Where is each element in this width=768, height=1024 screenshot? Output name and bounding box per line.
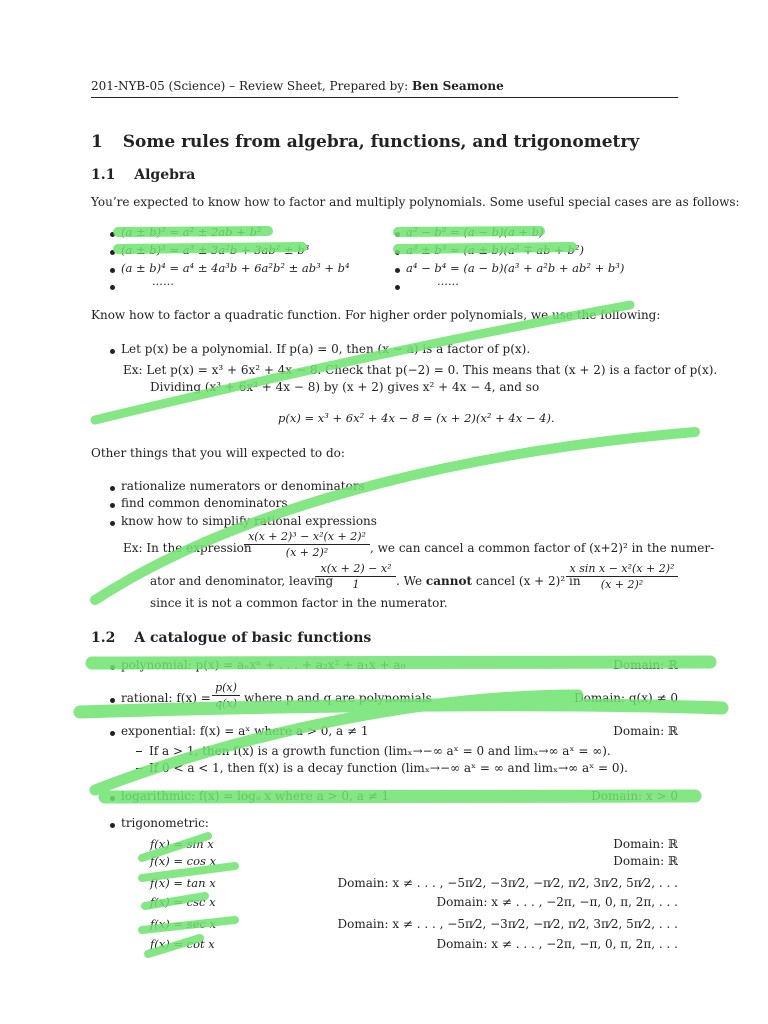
bullet — [395, 285, 400, 290]
trig-sin-domain: Domain: ℝ — [613, 837, 678, 851]
example-2-cannot: cannot — [425, 574, 472, 588]
example-2-end: since it is not a common factor in the numerator. — [150, 596, 448, 610]
fraction-numerator: x sin x − x²(x + 2)² — [569, 562, 675, 575]
subsection-1-2-title: A catalogue of basic functions — [134, 630, 372, 646]
exponential-definition: exponential: f(x) = aˣ where a > 0, a ≠ 1 — [121, 724, 369, 738]
fraction-denominator: 1 — [352, 578, 360, 591]
fraction-bar — [566, 576, 678, 577]
example-1-display: p(x) = x³ + 6x² + 4x − 8 = (x + 2)(x² + 4x − 4). — [278, 411, 555, 425]
example-1-line-2: Dividing (x³ + 6x² + 4x − 8) by (x + 2) gives x² + 4x − 4, and so — [150, 380, 540, 394]
identity-diff-fourth: a⁴ − b⁴ = (a − b)(a³ + a²b + ab² + b³) — [406, 261, 625, 275]
fraction-bar — [316, 576, 396, 577]
bullet — [110, 250, 115, 255]
fraction-numerator: x(x + 2) − x² — [320, 562, 392, 575]
fraction-numerator: p(x) — [215, 681, 237, 694]
bullet — [110, 349, 115, 354]
trig-sin: f(x) = sin x — [150, 837, 214, 851]
example-2-fraction-3 — [566, 562, 678, 591]
fraction-numerator: x(x + 2)³ − x²(x + 2)² — [248, 530, 366, 543]
logarithmic-definition: logarithmic: f(x) = logₐ x where a > 0, a ≠ 1 — [121, 789, 390, 803]
example-2-cancel-in: cancel (x + 2)² in — [475, 574, 581, 588]
bullet — [110, 796, 115, 801]
factor-intro: Know how to factor a quadratic function. For higher order polynomials, we use the following: — [91, 308, 661, 322]
identity-square: (a ± b)² = a² ± 2ab + b² — [121, 225, 262, 239]
identity-sum-cubes: a³ ± b³ = (a ± b)(a² ∓ ab + b²) — [406, 243, 584, 257]
trig-cot: f(x) = cot x — [150, 937, 215, 951]
example-2-we: . We — [396, 574, 423, 588]
fraction-denominator: (x + 2)² — [285, 546, 329, 559]
identity-cube: (a ± b)³ = a³ ± 3a²b + 3ab² ± b³ — [121, 243, 310, 257]
trig-cos-domain: Domain: ℝ — [613, 854, 678, 868]
example-2-cannot-line — [396, 574, 581, 588]
header-rule — [91, 97, 678, 98]
bullet — [110, 521, 115, 526]
subsection-1-2-number: 1.2 — [91, 630, 116, 646]
trig-cot-domain: Domain: x ≠ . . . , −2π, −π, 0, π, 2π, . . . — [436, 937, 678, 951]
example-2-fraction-2 — [316, 562, 396, 591]
example-1-line-1: Ex: Let p(x) = x³ + 6x² + 4x − 8. Check that p(−2) = 0. This means that (x + 2) is a factor of p(x). — [123, 363, 718, 377]
other-item-denominators: find common denominators — [121, 496, 288, 510]
bullet — [395, 250, 400, 255]
identity-ellipsis-left: ······ — [152, 277, 174, 291]
trig-tan: f(x) = tan x — [150, 876, 216, 890]
rational-domain: Domain: q(x) ≠ 0 — [574, 691, 678, 705]
identity-diff-squares: a² − b² = (a − b)(a + b) — [406, 225, 544, 239]
header-author: Ben Seamone — [411, 79, 504, 93]
bullet — [110, 268, 115, 273]
fraction-bar — [212, 695, 240, 696]
trigonometric-label: trigonometric: — [121, 816, 209, 830]
section-1-heading — [91, 132, 639, 152]
trig-cos: f(x) = cos x — [150, 854, 217, 868]
other-intro: Other things that you will expected to do: — [91, 446, 345, 460]
subsection-1-1-title: Algebra — [134, 167, 196, 183]
example-2-fraction-1 — [244, 530, 370, 559]
section-1-number: 1 — [91, 132, 103, 152]
trig-sec: f(x) = sec x — [150, 917, 216, 931]
algebra-intro: You’re expected to know how to factor and multiply polynomials. Some useful special cases are as follows: — [91, 195, 740, 209]
highlight-stroke — [80, 705, 722, 712]
exponential-domain: Domain: ℝ — [613, 724, 678, 738]
bullet — [110, 285, 115, 290]
subsection-1-1-heading — [91, 167, 195, 183]
fraction-denominator: q(x) — [215, 697, 237, 710]
other-item-simplify: know how to simplify rational expressions — [121, 514, 377, 528]
highlight-stroke — [95, 695, 578, 790]
polynomial-definition: polynomial: p(x) = aₙxⁿ + . . . + a₂x² + a₁x + a₀ — [121, 658, 406, 672]
other-item-rationalize: rationalize numerators or denominators — [121, 479, 365, 493]
bullet — [110, 698, 115, 703]
dash — [136, 751, 142, 752]
bullet — [110, 731, 115, 736]
logarithmic-domain: Domain: x > 0 — [591, 789, 678, 803]
header-course: 201-NYB-05 (Science) – Review Sheet, Prepared by: — [91, 79, 409, 93]
trig-csc: f(x) = csc x — [150, 895, 216, 909]
page-header — [91, 79, 504, 93]
example-2-cancel: , we can cancel a common factor of (x+2)² in the numer- — [370, 541, 715, 555]
trig-sec-domain: Domain: x ≠ . . . , −5π⁄2, −3π⁄2, −π⁄2, π⁄2, 3π⁄2, 5π⁄2, . . . — [337, 917, 678, 931]
trig-tan-domain: Domain: x ≠ . . . , −5π⁄2, −3π⁄2, −π⁄2, π⁄2, 3π⁄2, 5π⁄2, . . . — [337, 876, 678, 890]
identity-ellipsis-right: ······ — [437, 277, 459, 291]
exponential-growth: If a > 1, then f(x) is a growth function (limₓ→−∞ aˣ = 0 and limₓ→∞ aˣ = ∞). — [149, 744, 611, 758]
rational-fraction — [212, 681, 240, 710]
bullet — [110, 665, 115, 670]
polynomial-domain: Domain: ℝ — [613, 658, 678, 672]
bullet — [395, 232, 400, 237]
fraction-bar — [244, 544, 370, 545]
identity-fourth: (a ± b)⁴ = a⁴ ± 4a³b + 6a²b² ± ab³ + b⁴ — [121, 261, 350, 275]
rational-label: rational: f(x) = — [121, 691, 211, 705]
bullet — [110, 232, 115, 237]
exponential-decay: If 0 < a < 1, then f(x) is a decay function (limₓ→−∞ aˣ = ∞ and limₓ→∞ aˣ = 0). — [149, 761, 628, 775]
section-1-title: Some rules from algebra, functions, and trigonometry — [122, 132, 640, 152]
fraction-denominator: (x + 2)² — [600, 578, 644, 591]
bullet — [110, 486, 115, 491]
bullet — [110, 823, 115, 828]
trig-csc-domain: Domain: x ≠ . . . , −2π, −π, 0, π, 2π, . . . — [436, 895, 678, 909]
dash — [136, 768, 142, 769]
rational-condition: where p and q are polynomials — [244, 691, 432, 705]
example-2-start: Ex: In the expression — [123, 541, 252, 555]
factor-theorem: Let p(x) be a polynomial. If p(a) = 0, then (x − a) is a factor of p(x). — [121, 342, 531, 356]
example-2-leaving: ator and denominator, leaving — [150, 574, 334, 588]
bullet — [395, 268, 400, 273]
bullet — [110, 503, 115, 508]
subsection-1-2-heading — [91, 630, 371, 646]
subsection-1-1-number: 1.1 — [91, 167, 116, 183]
